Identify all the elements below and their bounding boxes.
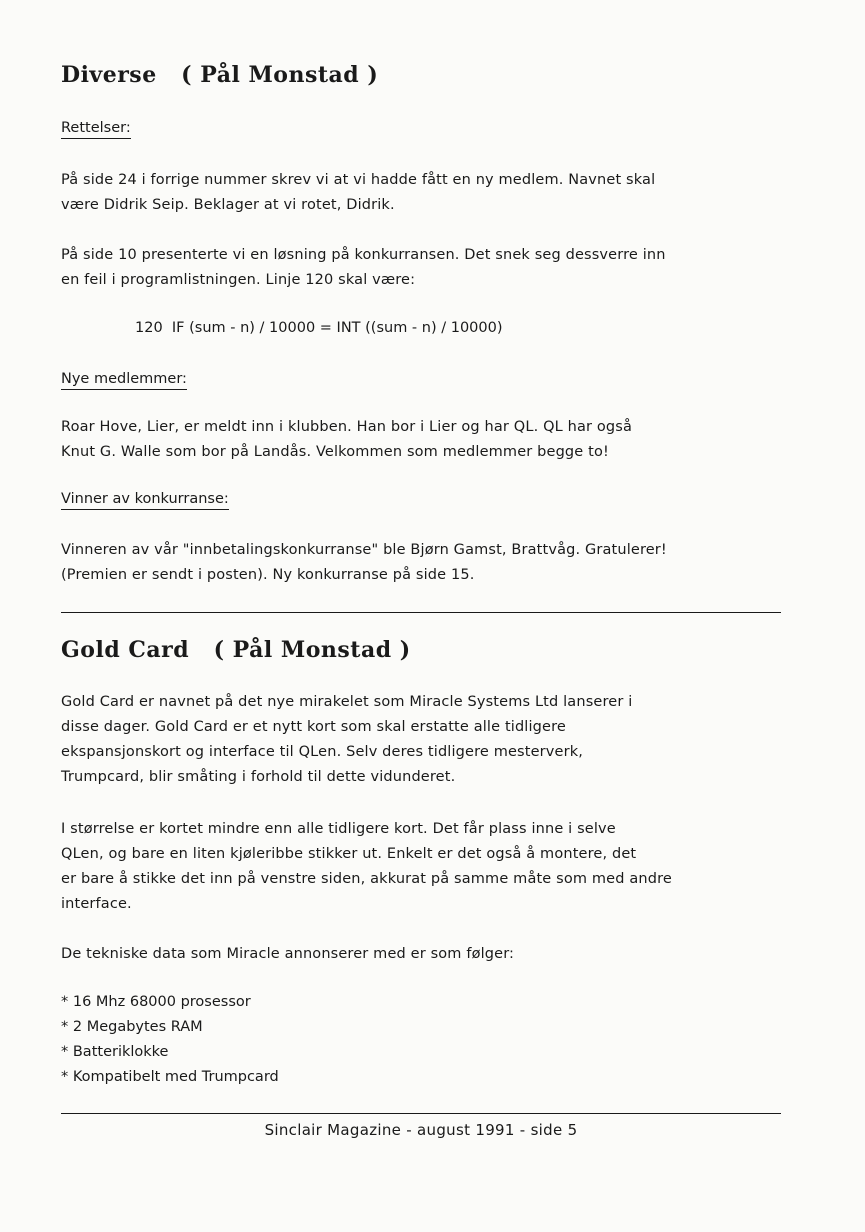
diverse-paragraph-1: [61, 168, 781, 218]
code-line: 120 IF (sum - n) / 10000 = INT ((sum - n) / 10000): [135, 320, 503, 336]
list-item: * 2 Megabytes RAM: [61, 1015, 279, 1040]
diverse-paragraph-4: [61, 538, 781, 588]
text-line: QLen, og bare en liten kjøleribbe stikker ut. Enkelt er det også å montere, det: [61, 846, 637, 862]
footer-divider: [61, 1113, 781, 1114]
spec-list: [61, 990, 279, 1090]
vinner-heading: Vinner av konkurranse:: [61, 490, 229, 510]
text-line: Knut G. Walle som bor på Landås. Velkommen som medlemmer begge to!: [61, 444, 609, 460]
section-divider: [61, 612, 781, 613]
goldcard-paragraph-2: [61, 817, 781, 917]
text-line: Trumpcard, blir småting i forhold til dette vidunderet.: [61, 769, 456, 785]
text-line: Vinneren av vår "innbetalingskonkurranse" ble Bjørn Gamst, Brattvåg. Gratulerer!: [61, 542, 667, 558]
text-line: (Premien er sendt i posten). Ny konkurranse på side 15.: [61, 567, 475, 583]
diverse-paragraph-2: [61, 243, 781, 293]
text-line: er bare å stikke det inn på venstre siden, akkurat på samme måte som med andre: [61, 871, 672, 887]
text-line: disse dager. Gold Card er et nytt kort som skal erstatte alle tidligere: [61, 719, 566, 735]
text-line: Gold Card er navnet på det nye mirakelet som Miracle Systems Ltd lanserer i: [61, 694, 633, 710]
nye-medlemmer-heading: Nye medlemmer:: [61, 370, 187, 390]
text-line: en feil i programlistningen. Linje 120 skal være:: [61, 272, 416, 288]
rettelser-heading: Rettelser:: [61, 119, 131, 139]
text-line: interface.: [61, 896, 132, 912]
text-line: ekspansjonskort og interface til QLen. Selv deres tidligere mesterverk,: [61, 744, 583, 760]
diverse-paragraph-3: [61, 415, 781, 465]
page-footer: Sinclair Magazine - august 1991 - side 5: [264, 1121, 578, 1139]
text-line: På side 24 i forrige nummer skrev vi at vi hadde fått en ny medlem. Navnet skal: [61, 172, 656, 188]
diverse-title: Diverse ( Pål Monstad ): [61, 62, 379, 88]
goldcard-paragraph-1: [61, 690, 781, 790]
list-item: * 16 Mhz 68000 prosessor: [61, 990, 279, 1015]
list-item: * Batteriklokke: [61, 1040, 279, 1065]
list-item: * Kompatibelt med Trumpcard: [61, 1065, 279, 1090]
text-line: I størrelse er kortet mindre enn alle tidligere kort. Det får plass inne i selve: [61, 821, 616, 837]
goldcard-paragraph-3: De tekniske data som Miracle annonserer med er som følger:: [61, 946, 515, 962]
goldcard-title: Gold Card ( Pål Monstad ): [61, 637, 411, 663]
text-line: være Didrik Seip. Beklager at vi rotet, Didrik.: [61, 197, 395, 213]
text-line: Roar Hove, Lier, er meldt inn i klubben. Han bor i Lier og har QL. QL har også: [61, 419, 632, 435]
text-line: På side 10 presenterte vi en løsning på konkurransen. Det snek seg dessverre inn: [61, 247, 666, 263]
